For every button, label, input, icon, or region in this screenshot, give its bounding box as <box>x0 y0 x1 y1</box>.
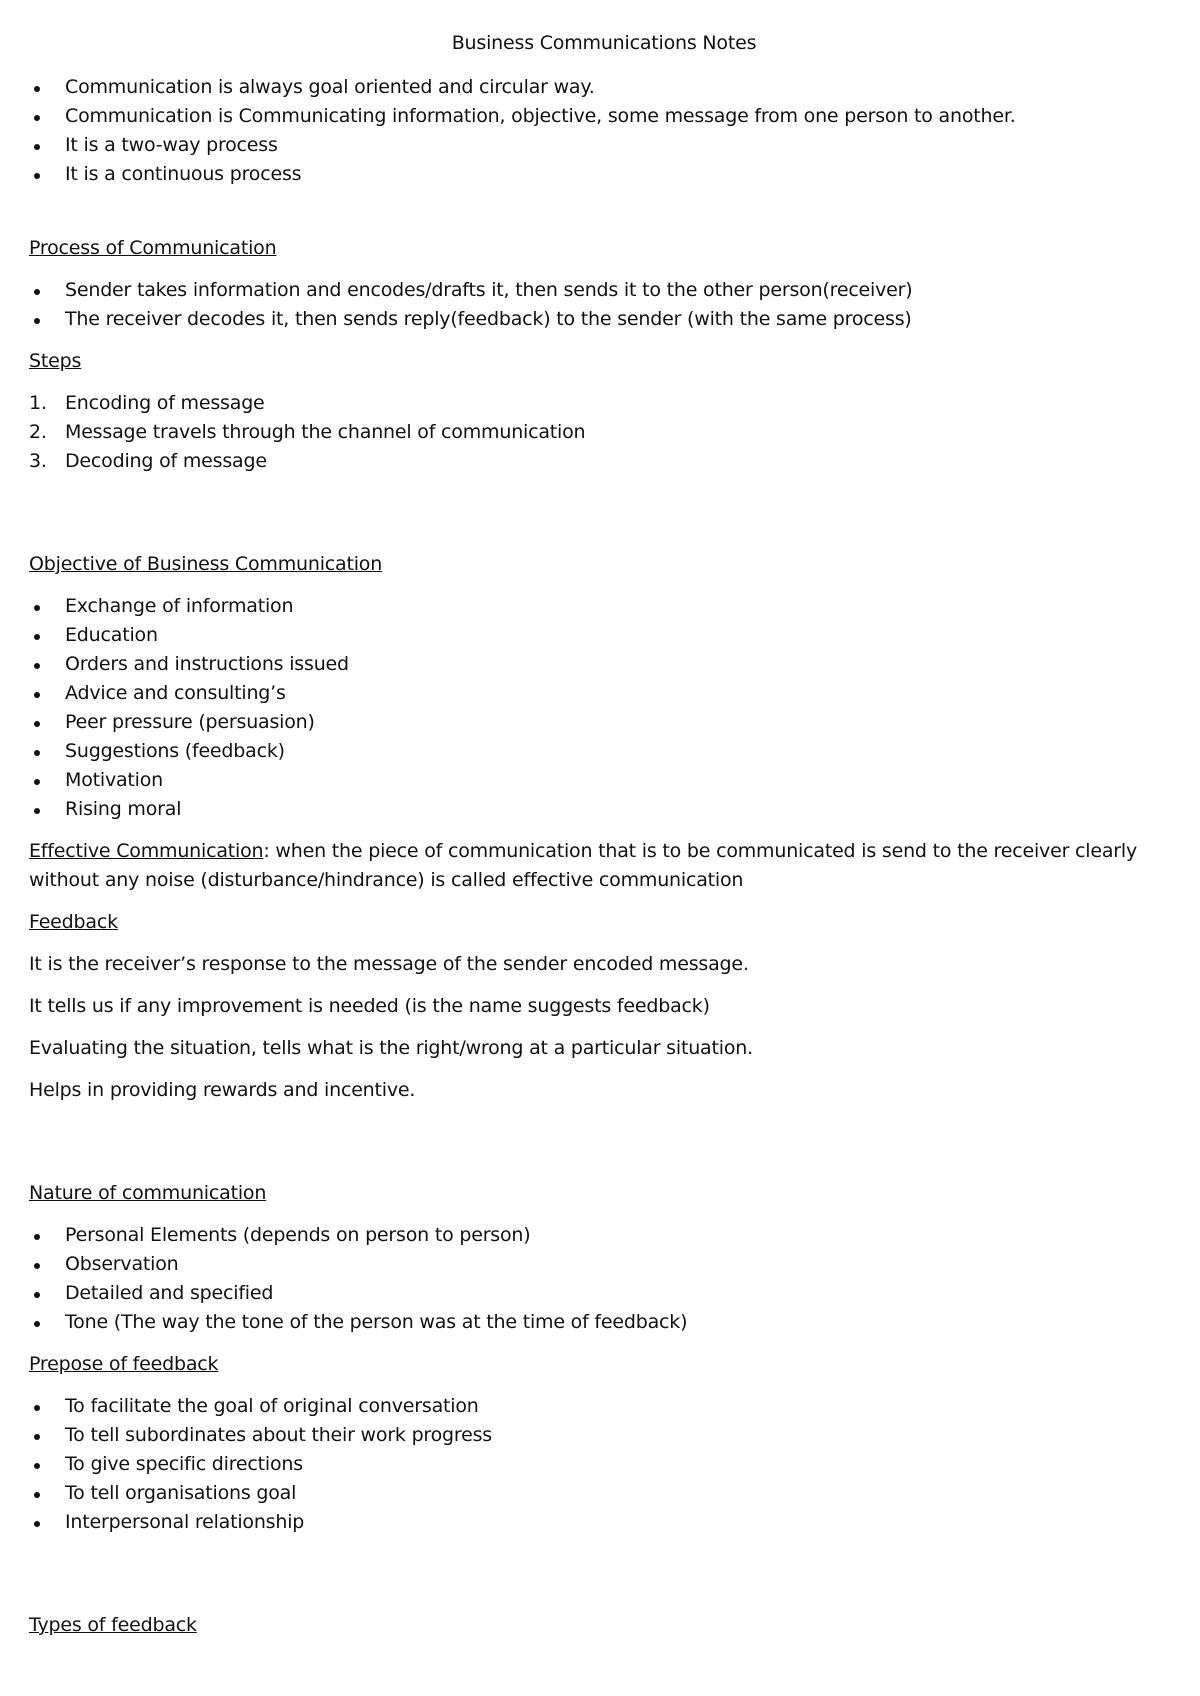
intro-list <box>29 73 1179 189</box>
list-item: Interpersonal relationship <box>29 1508 1179 1537</box>
list-item: It is a two-way process <box>29 131 1179 160</box>
feedback-paragraph: Evaluating the situation, tells what is the right/wrong at a particular situation. <box>29 1037 753 1059</box>
bullet-icon <box>34 1492 40 1498</box>
list-item: 3. Decoding of message <box>29 450 267 472</box>
feedback-paragraph: Helps in providing rewards and incentive. <box>29 1079 416 1101</box>
objective-heading: Objective of Business Communication <box>29 553 383 575</box>
bullet-icon <box>34 605 40 611</box>
list-item: Motivation <box>29 766 1179 795</box>
bullet-icon <box>34 1234 40 1240</box>
bullet-icon <box>34 318 40 324</box>
list-item: Exchange of information <box>29 592 1179 621</box>
list-item: Peer pressure (persuasion) <box>29 708 1179 737</box>
bullet-icon <box>34 634 40 640</box>
list-item: Orders and instructions issued <box>29 650 1179 679</box>
bullet-icon <box>34 750 40 756</box>
effective-communication-definition: : when the piece of communication that is to be communicated is send to the receiver clearly without any noise (disturbance/hindrance) is called effective communication <box>29 840 1138 891</box>
purpose-list <box>29 1392 1179 1537</box>
list-item: Communication is always goal oriented and circular way. <box>29 73 1179 102</box>
feedback-paragraph: It is the receiver’s response to the message of the sender encoded message. <box>29 953 749 975</box>
list-item: The receiver decodes it, then sends reply(feedback) to the sender (with the same process) <box>29 305 1179 334</box>
list-item: To facilitate the goal of original conversation <box>29 1392 1179 1421</box>
feedback-paragraph: It tells us if any improvement is needed (is the name suggests feedback) <box>29 995 710 1017</box>
list-item: It is a continuous process <box>29 160 1179 189</box>
list-item: Personal Elements (depends on person to person) <box>29 1221 1179 1250</box>
bullet-icon <box>34 1292 40 1298</box>
effective-communication-term: Effective Communication <box>29 840 264 862</box>
bullet-icon <box>34 808 40 814</box>
list-item: 1. Encoding of message <box>29 392 265 414</box>
bullet-icon <box>34 289 40 295</box>
bullet-icon <box>34 721 40 727</box>
list-item: To tell organisations goal <box>29 1479 1179 1508</box>
process-heading: Process of Communication <box>29 237 277 259</box>
bullet-icon <box>34 1463 40 1469</box>
bullet-icon <box>34 1434 40 1440</box>
bullet-icon <box>34 663 40 669</box>
list-item: Rising moral <box>29 795 1179 824</box>
bullet-icon <box>34 1263 40 1269</box>
list-item: Suggestions (feedback) <box>29 737 1179 766</box>
document-title: Business Communications Notes <box>451 32 757 54</box>
nature-heading: Nature of communication <box>29 1182 267 1204</box>
bullet-icon <box>34 144 40 150</box>
bullet-icon <box>34 1321 40 1327</box>
steps-list <box>29 389 1179 476</box>
bullet-icon <box>34 1521 40 1527</box>
effective-communication-paragraph <box>29 837 1179 895</box>
list-item: To give specific directions <box>29 1450 1179 1479</box>
feedback-heading: Feedback <box>29 911 118 933</box>
list-item: Advice and consulting’s <box>29 679 1179 708</box>
list-item: Sender takes information and encodes/drafts it, then sends it to the other person(receiver) <box>29 276 1179 305</box>
bullet-icon <box>34 86 40 92</box>
bullet-icon <box>34 1405 40 1411</box>
process-list <box>29 276 1179 334</box>
bullet-icon <box>34 173 40 179</box>
document-body <box>29 29 1179 1640</box>
objective-list <box>29 592 1179 824</box>
list-item: Education <box>29 621 1179 650</box>
list-item: Communication is Communicating information, objective, some message from one person to another. <box>29 102 1179 131</box>
list-item: Detailed and specified <box>29 1279 1179 1308</box>
bullet-icon <box>34 115 40 121</box>
list-item: 2. Message travels through the channel of communication <box>29 421 586 443</box>
bullet-icon <box>34 779 40 785</box>
types-heading: Types of feedback <box>29 1614 197 1636</box>
purpose-heading: Prepose of feedback <box>29 1353 219 1375</box>
bullet-icon <box>34 692 40 698</box>
nature-list <box>29 1221 1179 1337</box>
list-item: Tone (The way the tone of the person was at the time of feedback) <box>29 1308 1179 1337</box>
steps-heading: Steps <box>29 350 82 372</box>
list-item: To tell subordinates about their work progress <box>29 1421 1179 1450</box>
list-item: Observation <box>29 1250 1179 1279</box>
